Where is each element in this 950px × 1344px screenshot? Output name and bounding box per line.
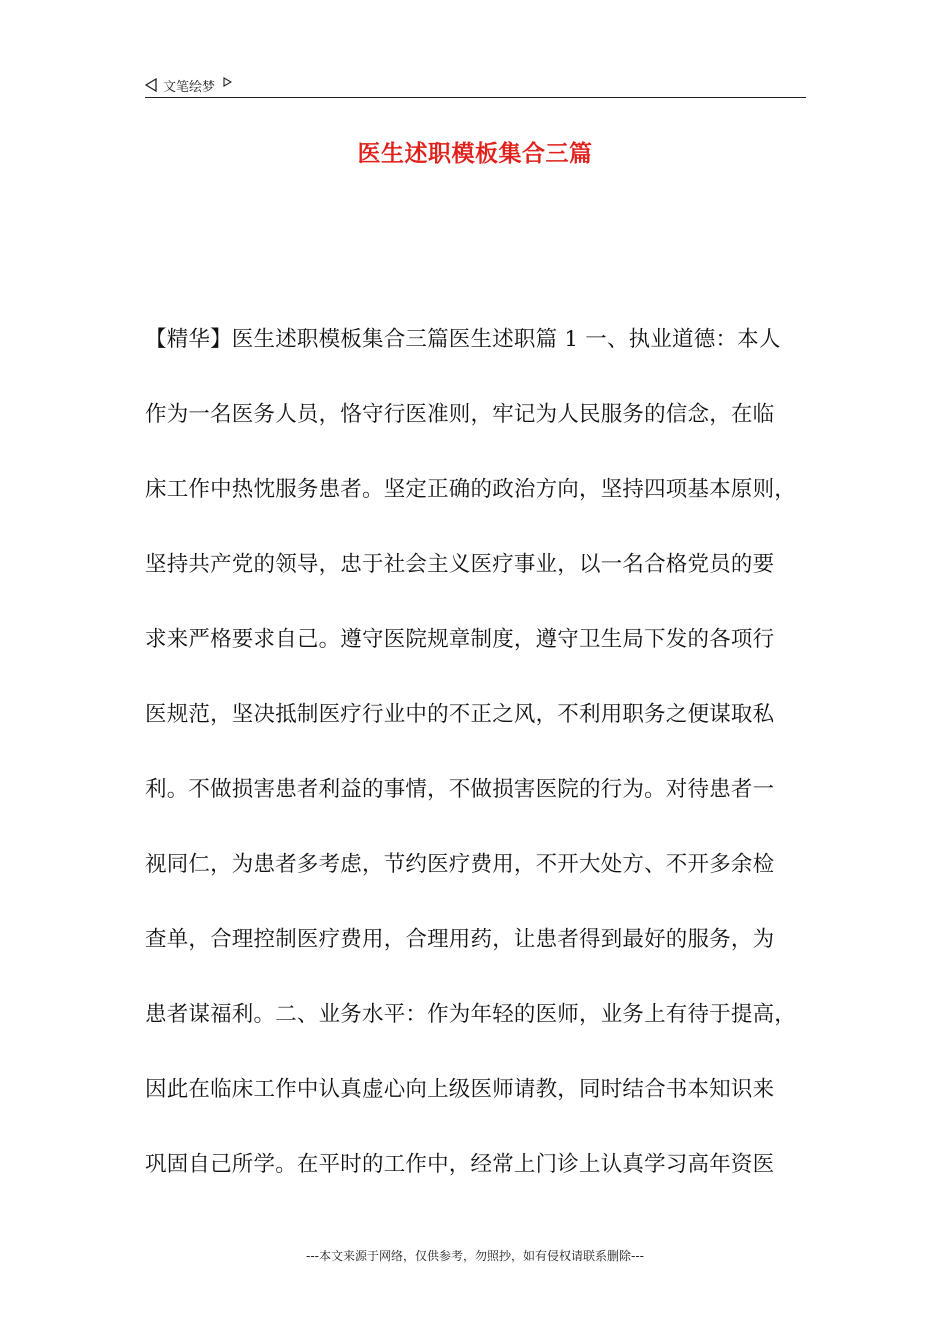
header-brand: 文笔绘梦: [163, 79, 216, 95]
body-line: 视同仁，为患者多考虑，节约医疗费用，不开大处方、不开多余检: [145, 852, 775, 877]
body-line: 求来严格要求自己。遵守医院规章制度，遵守卫生局下发的各项行: [145, 627, 775, 652]
body-line: 医规范，坚决抵制医疗行业中的不正之风，不利用职务之便谋取私: [145, 702, 775, 727]
body-line: 利。不做损害患者利益的事情，不做损害医院的行为。对待患者一: [145, 777, 775, 802]
body-line: 巩固自己所学。在平时的工作中，经常上门诊上认真学习高年资医: [145, 1152, 775, 1177]
body-line: 作为一名医务人员，恪守行医准则，牢记为人民服务的信念，在临: [145, 402, 775, 427]
body-line: 查单，合理控制医疗费用，合理用药，让患者得到最好的服务，为: [145, 927, 775, 952]
document-title: 医生述职模板集合三篇: [357, 141, 593, 167]
page-header: [145, 74, 232, 96]
triangle-right-outline-icon: [223, 77, 232, 87]
body-line: 床工作中热忱服务患者。坚定正确的政治方向，坚持四项基本原则，: [145, 477, 797, 502]
triangle-left-outline-icon: [145, 78, 157, 92]
header-divider: [145, 97, 806, 98]
body-line: 坚持共产党的领导，忠于社会主义医疗事业，以一名合格党员的要: [145, 552, 775, 577]
body-line: 患者谋福利。二、业务水平：作为年轻的医师，业务上有待于提高，: [145, 1002, 797, 1027]
page-footer: ---本文来源于网络，仅供参考，勿照抄，如有侵权请联系删除---: [306, 1249, 644, 1263]
body-line: 因此在临床工作中认真虚心向上级医师请教，同时结合书本知识来: [145, 1077, 775, 1102]
document-body: [145, 324, 810, 1224]
body-line: 【精华】医生述职模板集合三篇医生述职篇 1 一、执业道德：本人: [145, 327, 781, 352]
